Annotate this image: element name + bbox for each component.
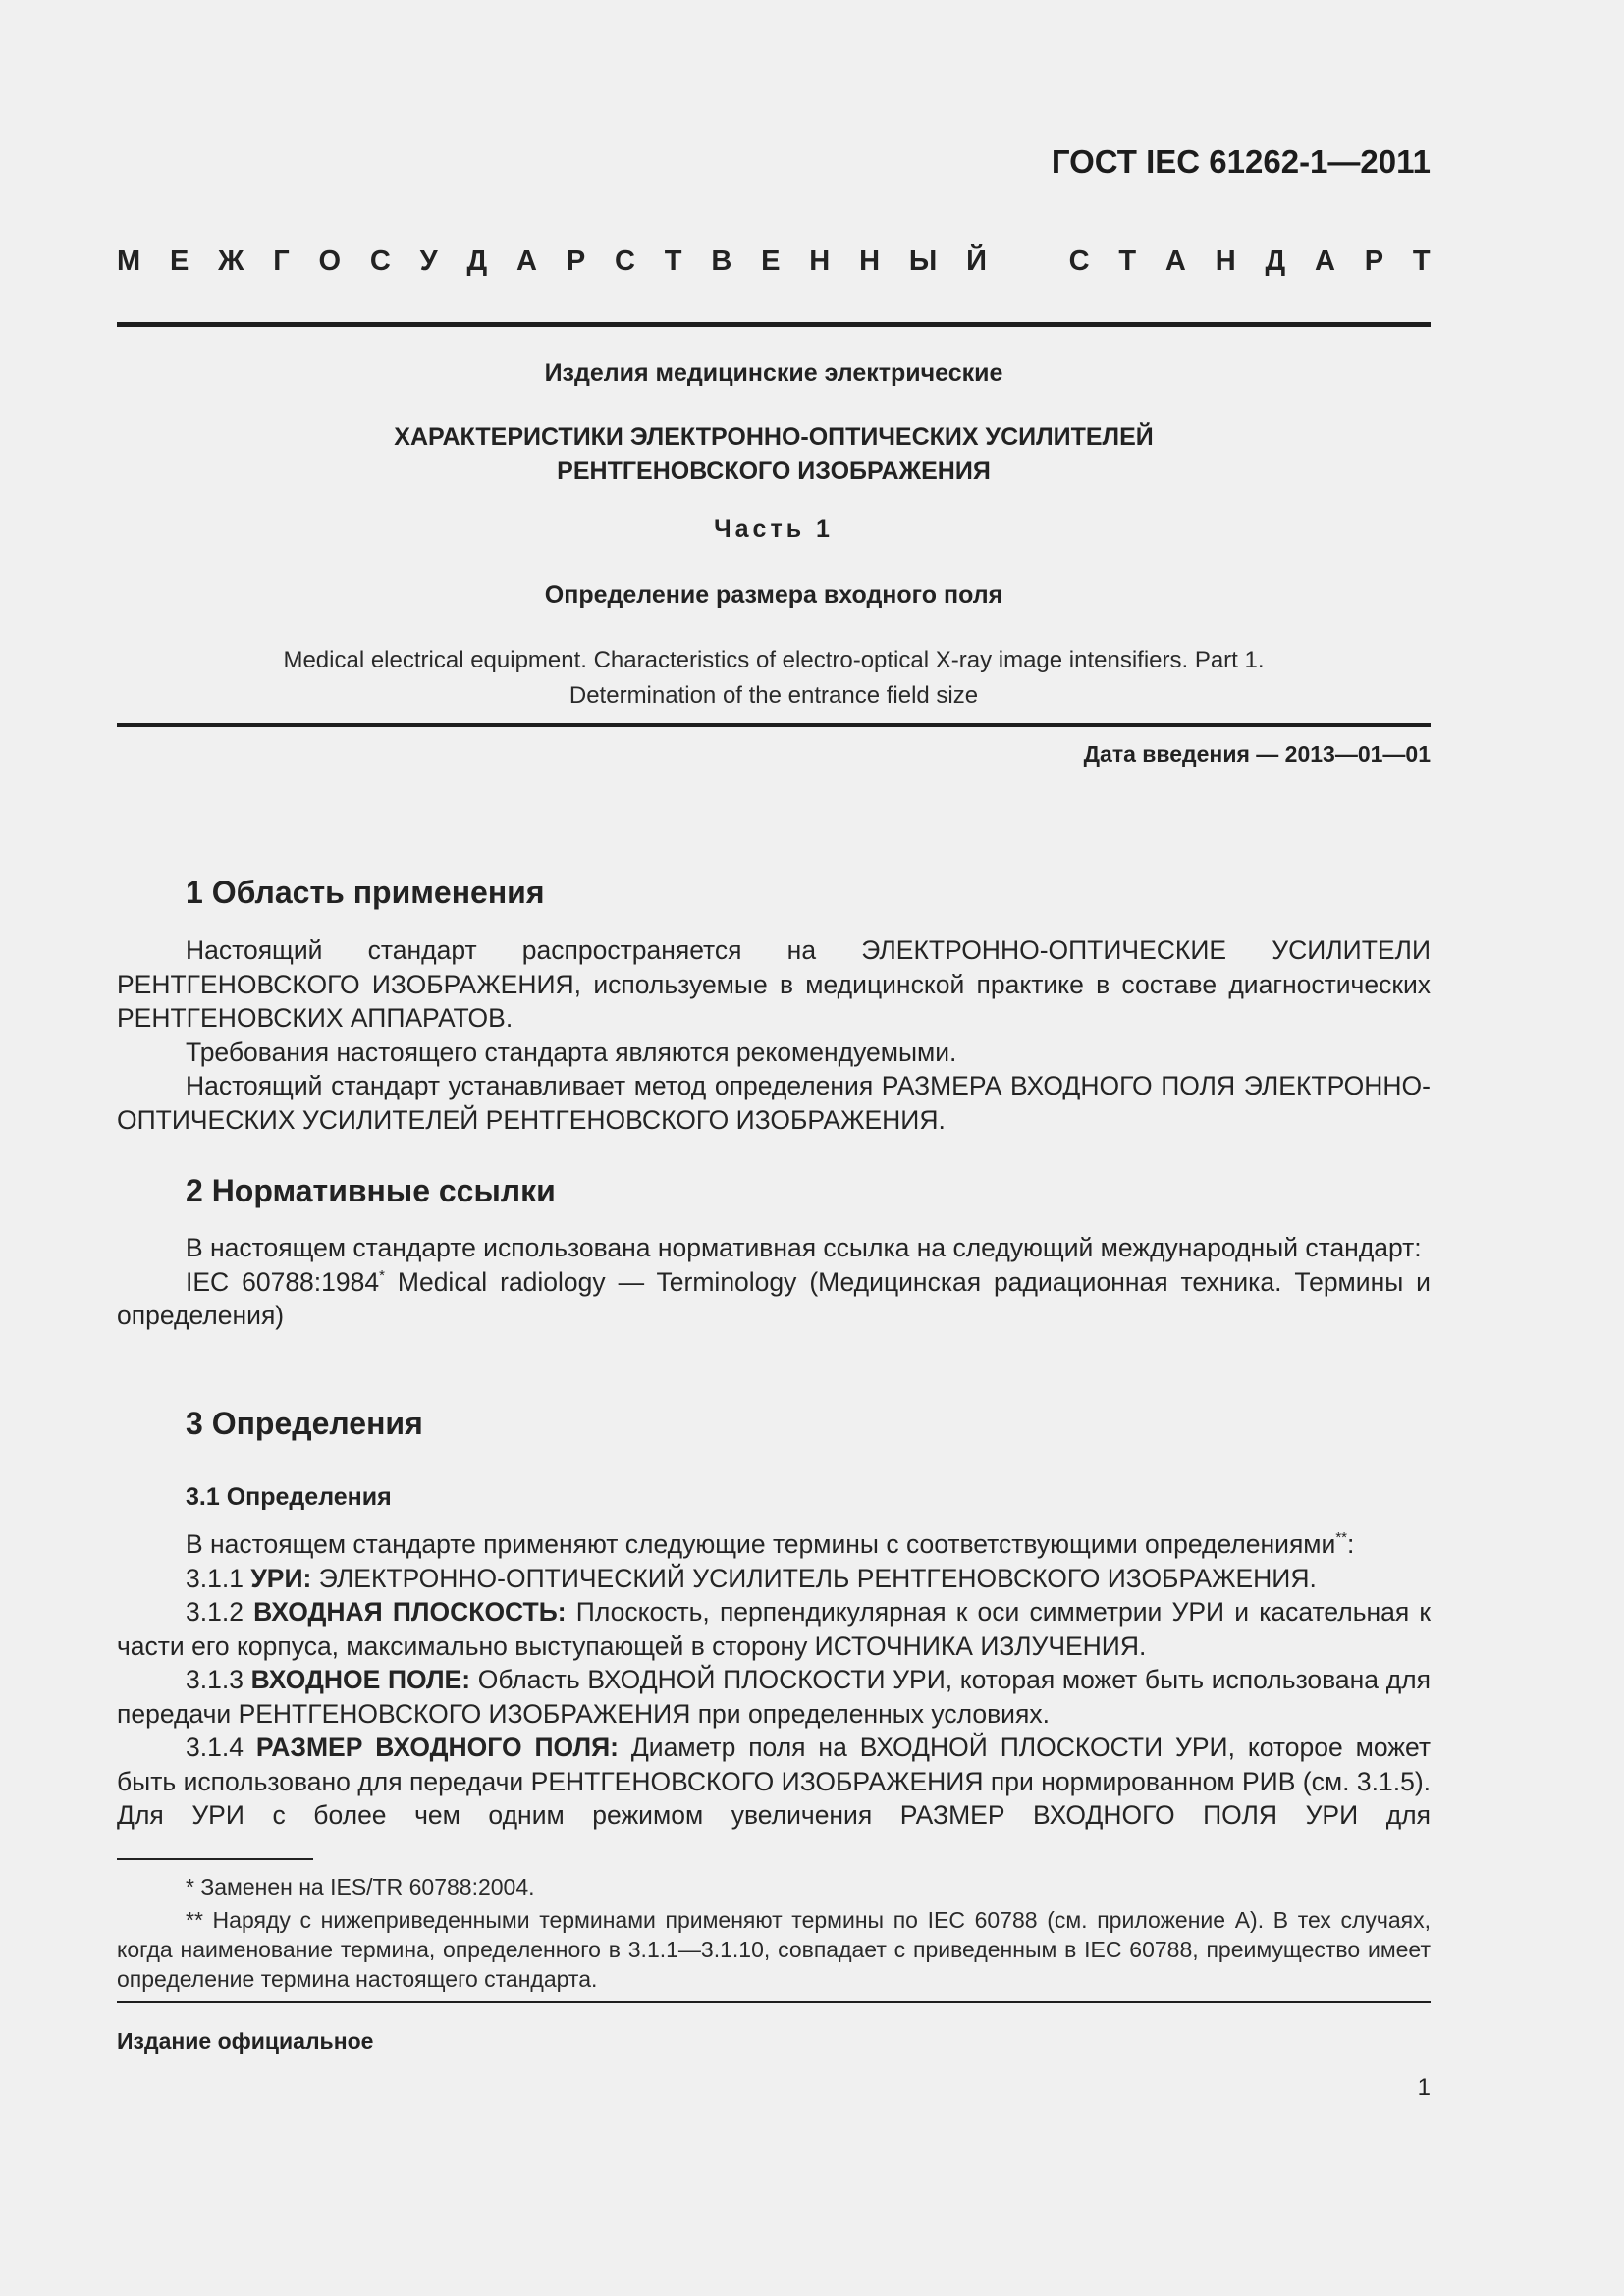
footnote: * Заменен на IES/TR 60788:2004. [186, 1874, 535, 1899]
paragraph: Требования настоящего стандарта являются рекомендуемыми. [186, 1037, 957, 1067]
official-edition-label: Издание официальное [117, 2028, 374, 2054]
interstate-letter: Й [966, 245, 987, 277]
interstate-letter: М [117, 245, 141, 277]
intro-end: : [1347, 1529, 1355, 1559]
footnote-mark: * [379, 1266, 385, 1284]
section-3-heading: 3 Определения [186, 1406, 423, 1441]
definition-number: 3.1.2 [186, 1597, 254, 1627]
reference-paragraph [117, 1265, 1431, 1333]
title-english [117, 643, 1431, 714]
interstate-letter: Ы [908, 245, 938, 277]
definition [117, 1663, 1431, 1731]
header-divider [117, 322, 1431, 327]
section-2-heading: 2 Нормативные ссылки [186, 1173, 556, 1208]
definition-text: ЭЛЕКТРОННО-ОПТИЧЕСКИЙ УСИЛИТЕЛЬ РЕНТГЕНОВСКОГО ИЗОБРАЖЕНИЯ. [311, 1563, 1317, 1593]
intro-text: В настоящем стандарте применяют следующие термины с соответствующими определениями [186, 1529, 1336, 1559]
interstate-letter: С [615, 245, 635, 277]
standard-letter: Р [1364, 245, 1384, 277]
definition-term: РАЗМЕР ВХОДНОГО ПОЛЯ: [255, 1733, 619, 1762]
interstate-letter: Н [859, 245, 881, 277]
definition-text: Область ВХОДНОЙ ПЛОСКОСТИ УРИ, которая может быть использована для передачи РЕНТГЕНОВСКОГО ИЗОБРАЖЕНИЯ при определенных условиях. [117, 1665, 1431, 1729]
interstate-letter: Р [566, 245, 586, 277]
footnote-mark: ** [1335, 1529, 1348, 1546]
title-main [117, 420, 1431, 489]
standard-letter: Т [1412, 245, 1431, 277]
definition [117, 1731, 1431, 1833]
paragraph [117, 1527, 1431, 1562]
title-part: Часть 1 [714, 515, 834, 543]
reference-code: IEC 60788:1984 [186, 1266, 380, 1297]
definition-term: ВХОДНАЯ ПЛОСКОСТЬ: [253, 1597, 567, 1627]
section-1-body [117, 934, 1431, 1137]
definition-number: 3.1.3 [186, 1665, 251, 1694]
definition-number: 3.1.1 [186, 1563, 251, 1593]
word-gap [1016, 245, 1040, 278]
section-2-body [117, 1231, 1431, 1333]
title-subtitle: Изделия медицинские электрические [544, 359, 1003, 387]
paragraph: Настоящий стандарт устанавливает метод определения РАЗМЕРА ВХОДНОГО ПОЛЯ ЭЛЕКТРОННО-ОПТИЧЕСКИХ УСИЛИТЕЛЕЙ РЕНТГЕНОВСКОГО ИЗОБРАЖЕНИЯ. [117, 1071, 1431, 1135]
paragraph: Настоящий стандарт распространяется на ЭЛЕКТРОННО-ОПТИЧЕСКИЕ УСИЛИТЕЛИ РЕНТГЕНОВСКОГО ИЗОБРАЖЕНИЯ, используемые в медицинской практике в составе диагностических РЕНТГЕНОВСКИХ АППАРАТОВ. [117, 935, 1431, 1033]
definition [117, 1595, 1431, 1663]
standard-letter: С [1068, 245, 1090, 277]
standard-letter: А [1164, 245, 1186, 277]
paragraph: В настоящем стандарте использована нормативная ссылка на следующий международный стандарт: [186, 1233, 1422, 1262]
standard-letter: А [1314, 245, 1335, 277]
interstate-letter: Г [273, 245, 290, 277]
interstate-letter: Д [466, 245, 488, 277]
title-main-line: ХАРАКТЕРИСТИКИ ЭЛЕКТРОННО-ОПТИЧЕСКИХ УСИЛИТЕЛЕЙ [394, 423, 1154, 451]
footnote: ** Наряду с нижеприведенными терминами применяют термины по IEC 60788 (см. приложение А). В тех случаях, когда наименование термина, определенного в 3.1.1—3.1.10, совпадает с приведенным в IEC 60788, преимущество имеет определение термина настоящего стандарта. [117, 1907, 1431, 1992]
interstate-standard-heading [117, 245, 1431, 278]
standard-letter: Д [1265, 245, 1286, 277]
footer-divider [117, 2001, 1431, 2003]
interstate-letter: Ж [218, 245, 244, 277]
title-main-line: РЕНТГЕНОВСКОГО ИЗОБРАЖЕНИЯ [557, 457, 991, 485]
interstate-letter: А [516, 245, 537, 277]
definition-term: УРИ: [250, 1563, 312, 1593]
interstate-letter: Е [761, 245, 781, 277]
interstate-letter: С [369, 245, 391, 277]
standard-letter: Т [1118, 245, 1137, 277]
definition-number: 3.1.4 [186, 1733, 256, 1762]
title-divider [117, 723, 1431, 727]
interstate-letter: Т [664, 245, 682, 277]
subsection-heading: 3.1 Определения [186, 1483, 392, 1511]
interstate-letter: О [318, 245, 342, 277]
footnote-divider [117, 1858, 313, 1860]
definition-text: Диаметр поля на ВХОДНОЙ ПЛОСКОСТИ УРИ, которое может быть использовано для передачи РЕНТГЕНОВСКОГО ИЗОБРАЖЕНИЯ при нормированном РИВ (см. 3.1.5). Для УРИ с более чем одним режимом увеличения РАЗМЕР ВХОДНОГО ПОЛЯ УРИ для [117, 1733, 1431, 1830]
introduction-date: Дата введения — 2013—01—01 [1083, 741, 1431, 767]
interstate-letter: Н [809, 245, 831, 277]
definition-term: ВХОДНОЕ ПОЛЕ: [250, 1665, 471, 1694]
section-3-body [117, 1527, 1431, 1833]
definition [117, 1562, 1431, 1596]
standard-code: ГОСТ IEC 61262-1—2011 [1051, 143, 1431, 180]
title-english-line: Determination of the entrance field size [568, 682, 979, 709]
interstate-letter: Е [170, 245, 189, 277]
interstate-letter: В [711, 245, 732, 277]
title-determination: Определение размера входного поля [544, 581, 1003, 609]
section-1-heading: 1 Область применения [186, 875, 545, 910]
definition-text: Плоскость, перпендикулярная к оси симметрии УРИ и касательная к части его корпуса, максимально выступающей в сторону ИСТОЧНИКА ИЗЛУЧЕНИЯ. [117, 1597, 1431, 1661]
reference-text: Medical radiology — Terminology (Медицинская радиационная техника. Термины и определения) [117, 1266, 1431, 1330]
page-number: 1 [1417, 2074, 1431, 2101]
standard-letter: Н [1215, 245, 1236, 277]
interstate-letter: У [419, 245, 438, 277]
footnotes [117, 1872, 1431, 1994]
title-english-line: Medical electrical equipment. Characteristics of electro-optical X-ray image intensifiers. Part 1. [283, 647, 1265, 673]
